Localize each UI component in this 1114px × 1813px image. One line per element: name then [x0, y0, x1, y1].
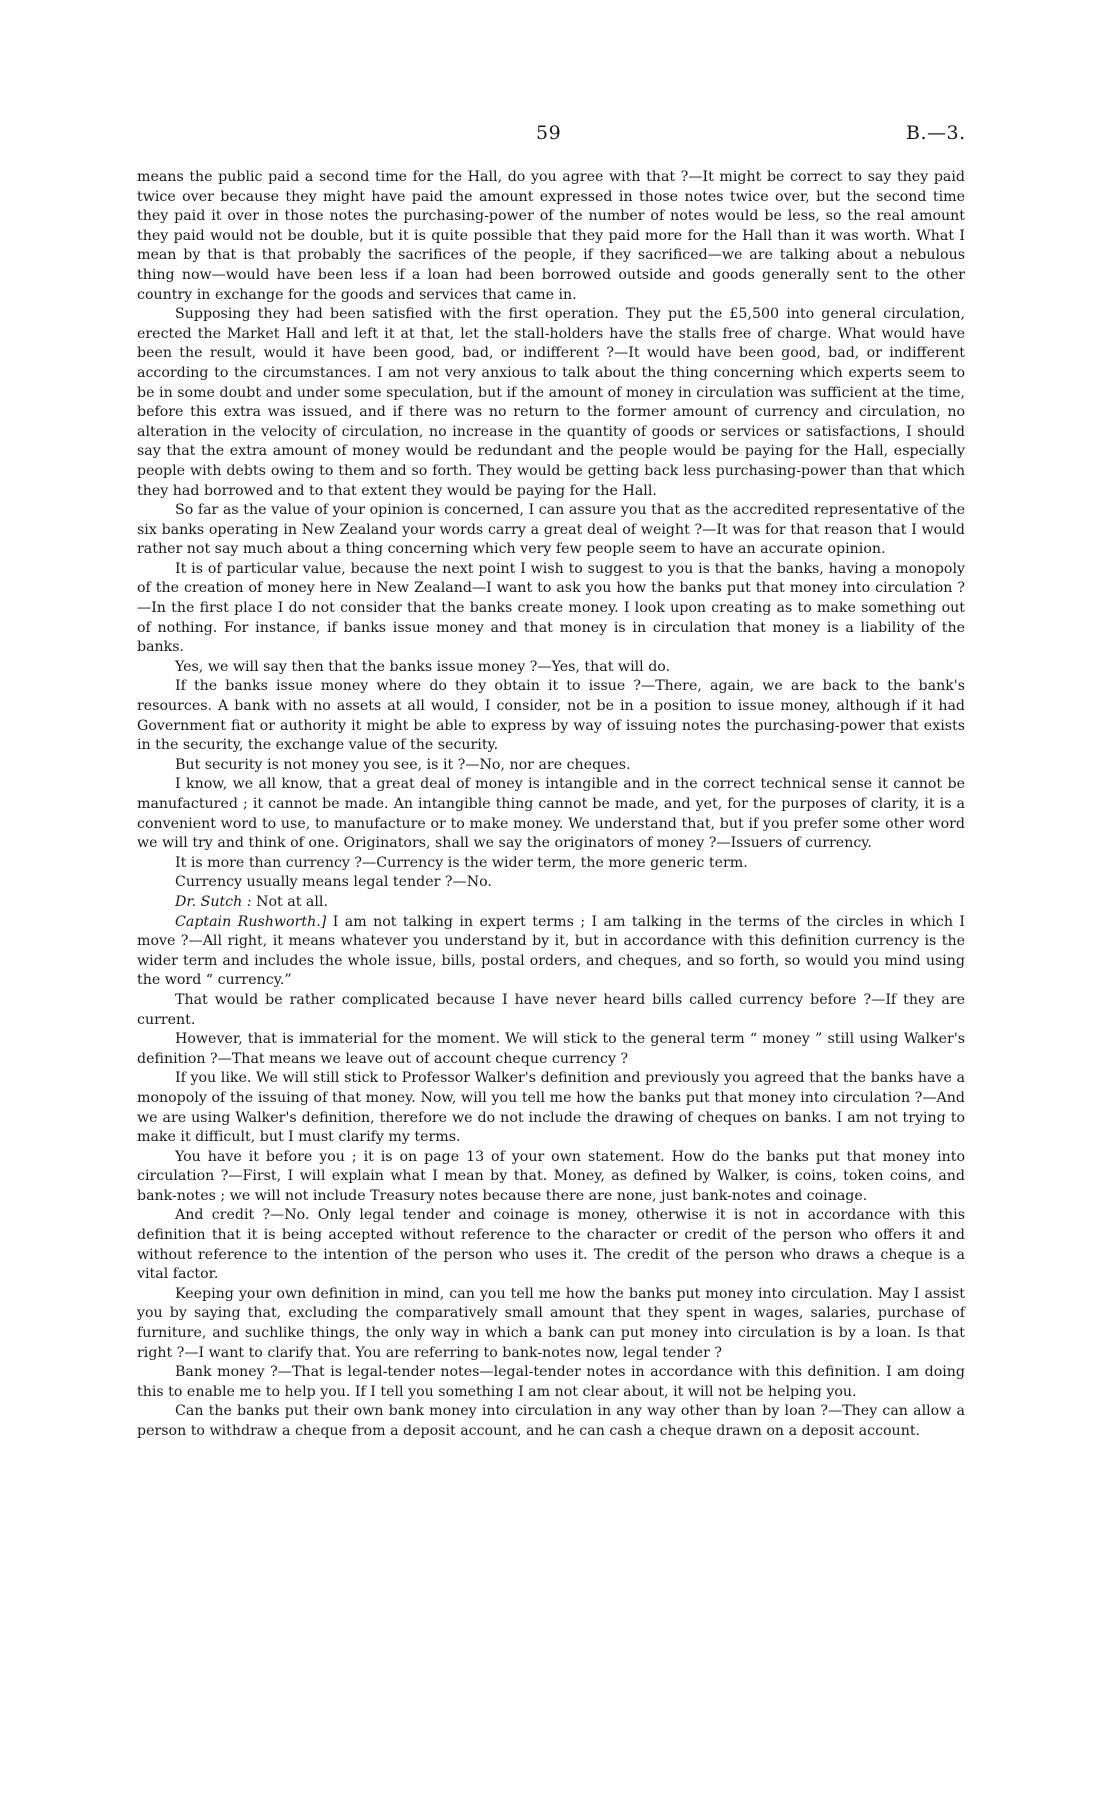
- paragraph-text: But security is not money you see, is it ?—No, nor are cheques.: [175, 756, 631, 773]
- paragraph: [137, 560, 965, 658]
- evidence-transcript: [137, 168, 965, 1442]
- paragraph: [137, 677, 965, 755]
- paragraph-text: So far as the value of your opinion is concerned, I can assure you that as the accredited representative of the six banks operating in New Zealand your words carry a great deal of weight ?—It was for that reason that I would rather not say much about a thing concerning which very few people seem to have an accurate opinion.: [137, 502, 965, 558]
- paper-reference: B.—3.: [906, 122, 966, 144]
- paragraph-text: However, that is immaterial for the moment. We will stick to the general term “ money ” still using Walker's definition ?—That means we leave out of account cheque currency ?: [137, 1031, 965, 1067]
- paragraph: [137, 1363, 965, 1402]
- paragraph: [137, 756, 965, 776]
- paragraph: [137, 658, 965, 678]
- paragraph: [137, 305, 965, 501]
- paragraph: [137, 854, 965, 874]
- paragraph-text: Supposing they had been satisfied with the first operation. They put the £5,500 into general circulation, erected the Market Hall and left it at that, let the stall-holders have the stalls free of charge. What would have been the result, would it have been good, bad, or indifferent ?—It would have been good, bad, or indifferent according to the circumstances. I am not very anxious to talk about the thing concerning which experts seem to be in some doubt and under some speculation, but if the amount of money in circulation was sufficient at the time, before this extra was issued, and if there was no return to the former amount of currency and circulation, no alteration in the velocity of circulation, no increase in the quantity of goods or services or satisfactions, I should say that the extra amount of money would be redundant and the people would be paying for the Hall, especially people with debts owing to them and so forth. They would be getting back less purchasing-power than that which they had borrowed and to that extent they would be paying for the Hall.: [137, 306, 965, 499]
- paragraph: [137, 1148, 965, 1207]
- paragraph-text: Can the banks put their own bank money into circulation in any way other than by loan ?—They can allow a person to withdraw a cheque from a deposit account, and he can cash a cheque drawn on a deposit account.: [137, 1403, 965, 1439]
- paragraph-text: Keeping your own definition in mind, can you tell me how the banks put money into circulation. May I assist you by saying that, excluding the comparatively small amount that they spent in wages, salaries, purchase of furniture, and suchlike things, the only way in which a bank can put money into circulation is by a loan. Is that right ?—I want to clarify that. You are referring to bank-notes now, legal tender ?: [137, 1285, 965, 1361]
- speaker-label: Captain Rushworth.]: [175, 913, 327, 930]
- paragraph: [137, 501, 965, 560]
- paragraph: [137, 1069, 965, 1147]
- paragraph: [137, 873, 965, 893]
- paragraph: [137, 1285, 965, 1363]
- paragraph: [137, 893, 965, 913]
- paragraph-text: I know, we all know, that a great deal of money is intangible and in the correct technical sense it cannot be manufactured ; it cannot be made. An intangible thing cannot be made, and yet, for the purposes of clarity, it is a convenient word to use, to manufacture or to make money. We understand that, but if you prefer some other word we will try and think of one. Originators, shall we say the originators of money ?—Issuers of currency.: [137, 776, 965, 852]
- paragraph-text: And credit ?—No. Only legal tender and coinage is money, otherwise it is not in accordance with this definition that it is being accepted without reference to the character or credit of the person who offers it and without reference to the intention of the person who uses it. The credit of the person who draws a cheque is a vital factor.: [137, 1207, 965, 1283]
- paragraph: [137, 1402, 965, 1441]
- paragraph-text: I am not talking in expert terms ; I am talking in the terms of the circles in which I move ?—All right, it means whatever you understand by it, but in accordance with this definition currency is the wider term and includes the whole issue, bills, postal orders, and cheques, and so forth, so would you mind using the word “ currency.”: [137, 913, 965, 989]
- paragraph-text: It is more than currency ?—Currency is the wider term, the more generic term.: [175, 854, 748, 871]
- paragraph: [137, 775, 965, 853]
- paragraph-text: Bank money ?—That is legal-tender notes—legal-tender notes in accordance with this definition. I am doing this to enable me to help you. If I tell you something I am not clear about, it will not be helping you.: [137, 1364, 965, 1400]
- paragraph-text: Not at all.: [251, 893, 328, 910]
- paragraph-text: Currency usually means legal tender ?—No.: [175, 874, 492, 891]
- page-header: [0, 122, 1114, 146]
- paragraph: [137, 168, 965, 305]
- paragraph-text: If you like. We will still stick to Professor Walker's definition and previously you agreed that the banks have a monopoly of the issuing of that money. Now, will you tell me how the banks put that money into circulation ?—And we are using Walker's definition, therefore we do not include the drawing of cheques on banks. I am not trying to make it difficult, but I must clarify my terms.: [137, 1070, 965, 1146]
- paragraph-text: That would be rather complicated because I have never heard bills called currency before ?—If they are current.: [137, 991, 965, 1028]
- paragraph-text: It is of particular value, because the next point I wish to suggest to you is that the banks, having a monopoly of the creation of money here in New Zealand—I want to ask you how the banks put that money into circulation ?—In the first place I do not consider that the banks create money. I look upon creating as to make something out of nothing. For instance, if banks issue money and that money is in circulation that money is a liability of the banks.: [137, 560, 965, 656]
- page-number: 59: [536, 122, 562, 144]
- paragraph: [137, 1030, 965, 1069]
- paragraph-text: Yes, we will say then that the banks issue money ?—Yes, that will do.: [175, 658, 671, 675]
- paragraph: [137, 1206, 965, 1284]
- paragraph-text: You have it before you ; it is on page 13 of your own statement. How do the banks put that money into circulation ?—First, I will explain what I mean by that. Money, as defined by Walker, is coins, token coins, and bank-notes ; we will not include Treasury notes because there are none, just bank-notes and coinage.: [137, 1148, 965, 1204]
- paragraph-text: If the banks issue money where do they obtain it to issue ?—There, again, we are back to the bank's resources. A bank with no assets at all would, I consider, not be in a position to issue money, although if it had Government fiat or authority it might be able to express by way of issuing notes the purchasing-power that exists in the security, the exchange value of the security.: [137, 678, 965, 754]
- paragraph: [137, 913, 965, 991]
- paragraph: [137, 991, 965, 1030]
- speaker-label: Dr. Sutch :: [175, 893, 252, 910]
- paragraph-text: means the public paid a second time for the Hall, do you agree with that ?—It might be correct to say they paid twice over because they might have paid the amount expressed in those notes twice over, but the second time they paid it over in those notes the purchasing-power of the number of notes would be less, so the real amount they paid would not be double, but it is quite possible that they paid more for the Hall than it was worth. What I mean by that is that probably the sacrifices of the people, if they sacrificed—we are talking about a nebulous thing now—would have been less if a loan had been borrowed outside and goods generally sent to the other country in exchange for the goods and services that came in.: [137, 169, 965, 303]
